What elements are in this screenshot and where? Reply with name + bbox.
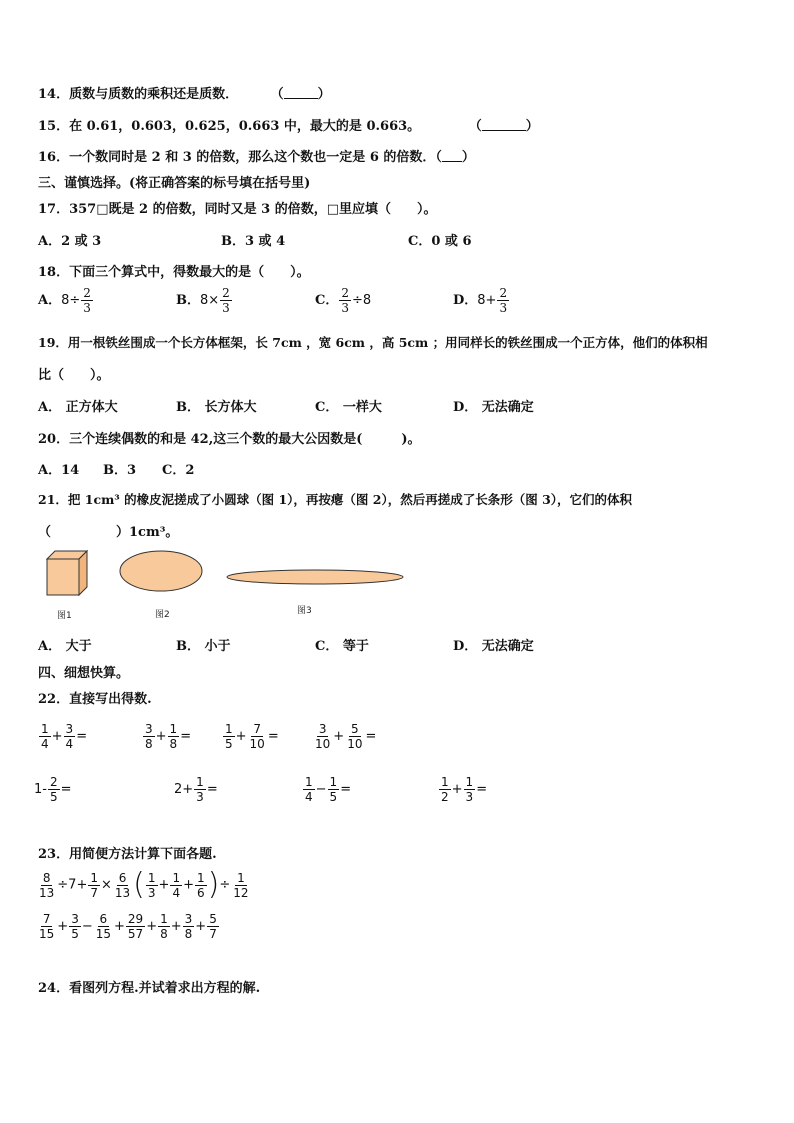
calculation-expression-2: $\frac{7}{15}$ + $\frac{3}{5}$ − $\frac{6}{15}$ + $\frac{29}{57}$ + $\frac{1}{8}$ + $\frac{3}{8}$ + $\frac{5}{7}$ (39, 912, 217, 941)
question-text: 357□既是 2 的倍数，同时又是 3 的倍数，□里应填（ ）。 (69, 202, 437, 217)
question-21 (38, 490, 632, 508)
figure-caption-2: 图2 (155, 610, 170, 620)
question-number: 15． (38, 119, 70, 134)
figure-caption-1: 图1 (57, 611, 72, 621)
question-text: 一个数同时是 2 和 3 的倍数，那么这个数也一定是 6 的倍数． (69, 150, 436, 165)
question-14 (38, 83, 331, 102)
question-text: 看图列方程.并试着求出方程的解. (69, 981, 261, 996)
question-21-continued: （ ）1cm³。 (38, 525, 179, 540)
question-number: 19． (38, 335, 68, 350)
question-22 (38, 688, 152, 707)
option-a[interactable]: A．2 或 3 (38, 234, 102, 249)
question-23 (38, 843, 217, 862)
mental-math-item: $\frac{3}{8}$ + $\frac{1}{8}$ = (145, 722, 192, 751)
question-text: 下面三个算式中，得数最大的是（ ）。 (69, 265, 310, 280)
mental-math-item: $\frac{3}{10}$ + $\frac{5}{10}$ = (315, 722, 377, 751)
option-a[interactable]: A．8÷ $\frac{2}{3}$ (38, 286, 91, 315)
mental-math-item: $\frac{1}{4}$ + $\frac{3}{4}$ = (41, 722, 88, 751)
question-number: 14． (38, 87, 70, 102)
question-text: 在 0.61，0.603，0.625，0.663 中，最大的是 0.663。 (69, 119, 421, 134)
cube-figure (47, 551, 87, 595)
long-strip-figure (227, 570, 403, 584)
question-19 (38, 333, 708, 351)
option-b[interactable]: B． 长方体大 (176, 400, 257, 415)
question-number: 21． (38, 492, 68, 507)
option-b[interactable]: B．8× $\frac{2}{3}$ (176, 286, 230, 315)
question-text: 用简便方法计算下面各题. (69, 847, 217, 862)
mental-math-item: 1- $\frac{2}{5}$ = (34, 775, 72, 804)
question-text: 质数与质数的乘积还是质数． (69, 87, 239, 102)
figure-shapes (40, 546, 410, 598)
question-17 (38, 198, 437, 217)
section-heading-3: 三、谨慎选择。(将正确答案的标号填在括号里) (38, 176, 311, 191)
question-19-continued: 比（ ）。 (38, 368, 110, 383)
option-c[interactable]: C．2 (162, 463, 195, 478)
mental-math-item: $\frac{1}{4}$ − $\frac{1}{5}$ = (305, 775, 352, 804)
option-b[interactable]: B．3 或 4 (221, 234, 286, 249)
option-d[interactable]: D．8+ $\frac{2}{3}$ (453, 286, 508, 315)
option-a[interactable]: A． 大于 (38, 639, 92, 654)
question-number: 22． (38, 692, 70, 707)
question-number: 24． (38, 981, 70, 996)
figure-caption-3: 图3 (297, 606, 312, 616)
flattened-ball-figure (120, 551, 202, 591)
question-text: 用一根铁丝围成一个长方体框架，长 7cm ，宽 6cm ，高 5cm ；用同样长的铁丝围成一个正方体，他们的体积相 (67, 335, 708, 350)
question-18 (38, 261, 310, 280)
answer-blank[interactable]: （ ） (270, 87, 331, 102)
option-c[interactable]: C．0 或 6 (408, 234, 472, 249)
mental-math-item: $\frac{1}{5}$ + $\frac{7}{10}$ = (225, 722, 279, 751)
calculation-expression-1: $\frac{8}{13}$ ÷7+ $\frac{1}{7}$ × $\frac{6}{13}$ ( $\frac{1}{3}$ + $\frac{1}{4}$ + $\frac{1}{6}$ )÷ $\frac{1}{12}$ (39, 867, 249, 902)
question-24 (38, 977, 260, 996)
option-a[interactable]: A． 正方体大 (38, 400, 118, 415)
question-text: 把 1cm³ 的橡皮泥搓成了小圆球（图 1），再按瘪（图 2），然后再搓成了长条形（图 3），它们的体积 (67, 492, 633, 507)
option-d[interactable]: D． 无法确定 (453, 400, 534, 415)
question-number: 17． (38, 202, 70, 217)
question-text: 三个连续偶数的和是 42,这三个数的最大公因数是( )。 (69, 432, 421, 447)
mental-math-item: $\frac{1}{2}$ + $\frac{1}{3}$ = (441, 775, 488, 804)
option-a[interactable]: A．14 (38, 463, 80, 478)
question-number: 20． (38, 432, 70, 447)
option-c[interactable]: C． $\frac{2}{3}$ ÷8 (315, 286, 372, 315)
section-heading-4: 四、细想快算。 (38, 666, 130, 681)
answer-blank[interactable]: （ ） (468, 119, 539, 134)
option-b[interactable]: B．3 (103, 463, 137, 478)
question-text: 直接写出得数. (69, 692, 152, 707)
question-16 (38, 146, 475, 165)
option-c[interactable]: C． 一样大 (315, 400, 382, 415)
option-b[interactable]: B． 小于 (176, 639, 231, 654)
question-20 (38, 428, 421, 447)
question-number: 18． (38, 265, 70, 280)
answer-blank[interactable]: （ ） (435, 150, 475, 165)
option-d[interactable]: D． 无法确定 (453, 639, 534, 654)
question-number: 23． (38, 847, 70, 862)
question-15 (38, 115, 539, 134)
option-c[interactable]: C． 等于 (315, 639, 369, 654)
question-number: 16． (38, 150, 70, 165)
mental-math-item: 2+ $\frac{1}{3}$ = (174, 775, 218, 804)
